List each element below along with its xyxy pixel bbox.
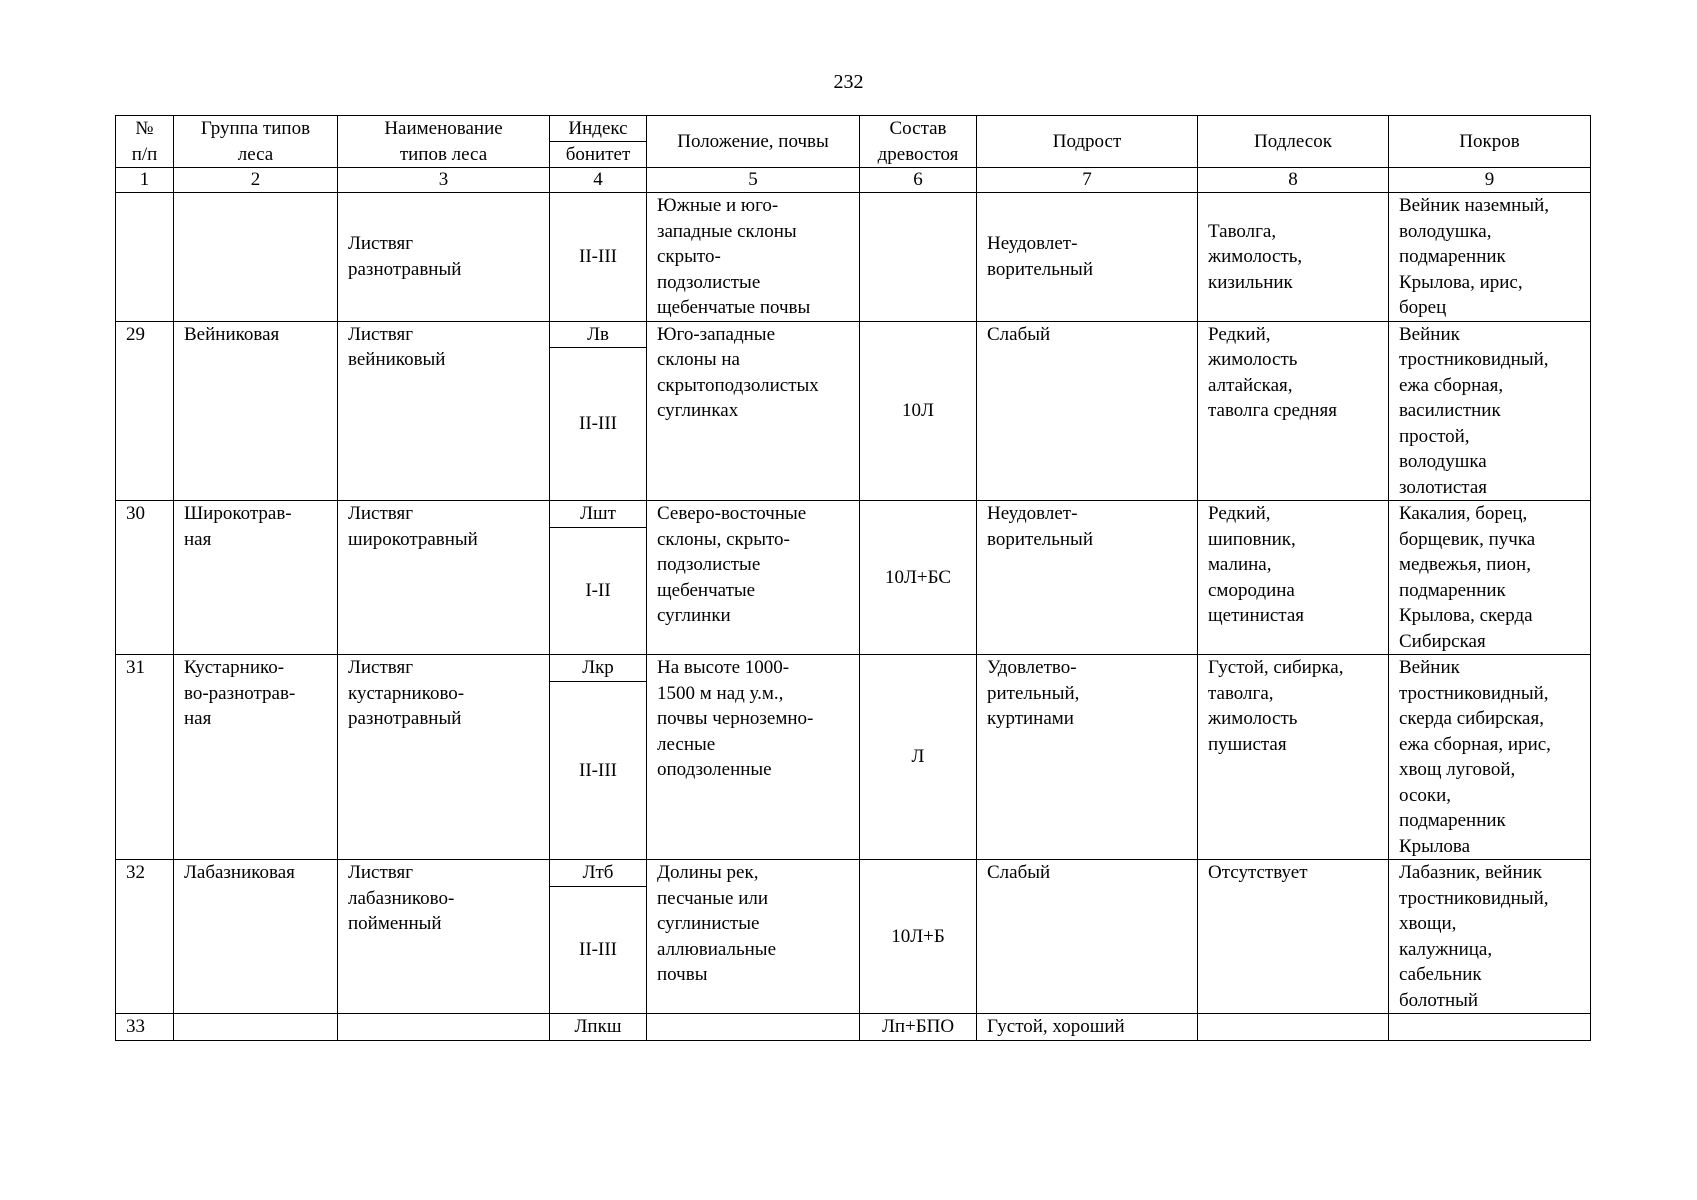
cell-bonitet: II-III <box>550 348 647 501</box>
column-number-row <box>116 168 1591 193</box>
cell-num: 29 <box>116 321 174 501</box>
cell-name: Листвяг вейниковый <box>338 321 550 501</box>
cell-name: Листвяг кустарниково- разнотравный <box>338 655 550 860</box>
cell-position: Северо-восточные склоны, скрыто- подзолистые щебенчатые суглинки <box>647 501 860 655</box>
cell-underbrush: Густой, сибирка, таволга, жимолость пушистая <box>1198 655 1389 860</box>
cell-undergrowth: Неудовлет- ворительный <box>977 501 1198 655</box>
column-number: 5 <box>647 168 860 193</box>
cell-num: 30 <box>116 501 174 655</box>
cell-undergrowth: Слабый <box>977 860 1198 1014</box>
cell-underbrush: Редкий, жимолость алтайская, таволга средняя <box>1198 321 1389 501</box>
column-number: 7 <box>977 168 1198 193</box>
cell-position <box>647 1014 860 1041</box>
cell-composition <box>860 193 977 322</box>
cell-bonitet: I-II <box>550 527 647 655</box>
cell-underbrush: Таволга, жимолость, кизильник <box>1198 193 1389 322</box>
cell-group <box>174 193 338 322</box>
cell-name: Листвяг широкотравный <box>338 501 550 655</box>
header-composition: Состав древостоя <box>860 116 977 168</box>
header-num: № п/п <box>116 116 174 168</box>
header-position: Положение, почвы <box>647 116 860 168</box>
column-number: 8 <box>1198 168 1389 193</box>
cell-bonitet: II-III <box>550 681 647 860</box>
cell-underbrush <box>1198 1014 1389 1041</box>
header-group: Группа типов леса <box>174 116 338 168</box>
cell-composition: 10Л+БС <box>860 501 977 655</box>
cell-cover: Лабазник, вейник тростниковидный, хвощи, калужница, сабельник болотный <box>1389 860 1591 1014</box>
cell-position: Южные и юго- западные склоны скрыто- подзолистые щебенчатые почвы <box>647 193 860 322</box>
header-row <box>116 116 1591 168</box>
cell-name: Листвяг разнотравный <box>338 193 550 322</box>
header-cover: Покров <box>1389 116 1591 168</box>
cell-position: На высоте 1000- 1500 м над у.м., почвы черноземно- лесные оподзоленные <box>647 655 860 860</box>
cell-undergrowth: Неудовлет- ворительный <box>977 193 1198 322</box>
table-row <box>116 655 1591 682</box>
cell-index: Лв <box>550 321 647 348</box>
cell-group: Кустарнико- во-разнотрав- ная <box>174 655 338 860</box>
cell-cover: Вейник наземный, володушка, подмаренник Крылова, ирис, борец <box>1389 193 1591 322</box>
header-name: Наименование типов леса <box>338 116 550 168</box>
cell-index: Лкр <box>550 655 647 682</box>
cell-cover <box>1389 1014 1591 1041</box>
cell-num: 33 <box>116 1014 174 1041</box>
cell-bonitet: II-III <box>550 886 647 1014</box>
column-number: 3 <box>338 168 550 193</box>
cell-position: Долины рек, песчаные или суглинистые аллювиальные почвы <box>647 860 860 1014</box>
cell-position: Юго-западные склоны на скрытоподзолистых суглинках <box>647 321 860 501</box>
cell-name: Листвяг лабазниково- пойменный <box>338 860 550 1014</box>
header-undergrowth: Подрост <box>977 116 1198 168</box>
cell-composition: Л <box>860 655 977 860</box>
cell-group: Лабазниковая <box>174 860 338 1014</box>
header-index-bonitet <box>550 116 647 168</box>
cell-composition: 10Л+Б <box>860 860 977 1014</box>
cell-num <box>116 193 174 322</box>
table-row <box>116 321 1591 348</box>
header-underbrush: Подлесок <box>1198 116 1389 168</box>
table-row <box>116 501 1591 528</box>
cell-index: Лтб <box>550 860 647 887</box>
cell-group <box>174 1014 338 1041</box>
column-number: 2 <box>174 168 338 193</box>
forest-types-table <box>115 115 1591 1041</box>
cell-index: Лпкш <box>550 1014 647 1041</box>
table-row <box>116 860 1591 887</box>
cell-undergrowth: Густой, хороший <box>977 1014 1198 1041</box>
cell-undergrowth: Удовлетво- рительный, куртинами <box>977 655 1198 860</box>
column-number: 6 <box>860 168 977 193</box>
cell-group: Широкотрав- ная <box>174 501 338 655</box>
column-number: 1 <box>116 168 174 193</box>
cell-num: 31 <box>116 655 174 860</box>
column-number: 9 <box>1389 168 1591 193</box>
cell-undergrowth: Слабый <box>977 321 1198 501</box>
cell-composition: 10Л <box>860 321 977 501</box>
cell-bonitet: II-III <box>550 193 647 322</box>
cell-cover: Какалия, борец, борщевик, пучка медвежья, пион, подмаренник Крылова, скерда Сибирская <box>1389 501 1591 655</box>
cell-underbrush: Отсутствует <box>1198 860 1389 1014</box>
page-number: 232 <box>833 71 864 93</box>
header-bonitet: бонитет <box>565 144 631 165</box>
cell-underbrush: Редкий, шиповник, малина, смородина щетинистая <box>1198 501 1389 655</box>
table-row <box>116 193 1591 322</box>
cell-name <box>338 1014 550 1041</box>
cell-cover: Вейник тростниковидный, ежа сборная, василистник простой, володушка золотистая <box>1389 321 1591 501</box>
header-index: Индекс <box>550 116 646 142</box>
cell-cover: Вейник тростниковидный, скерда сибирская, ежа сборная, ирис, хвощ луговой, осоки, подмаренник Крылова <box>1389 655 1591 860</box>
column-number: 4 <box>550 168 647 193</box>
cell-num: 32 <box>116 860 174 1014</box>
table-row <box>116 1014 1591 1041</box>
cell-index: Лшт <box>550 501 647 528</box>
cell-composition: Лп+БПО <box>860 1014 977 1041</box>
cell-group: Вейниковая <box>174 321 338 501</box>
